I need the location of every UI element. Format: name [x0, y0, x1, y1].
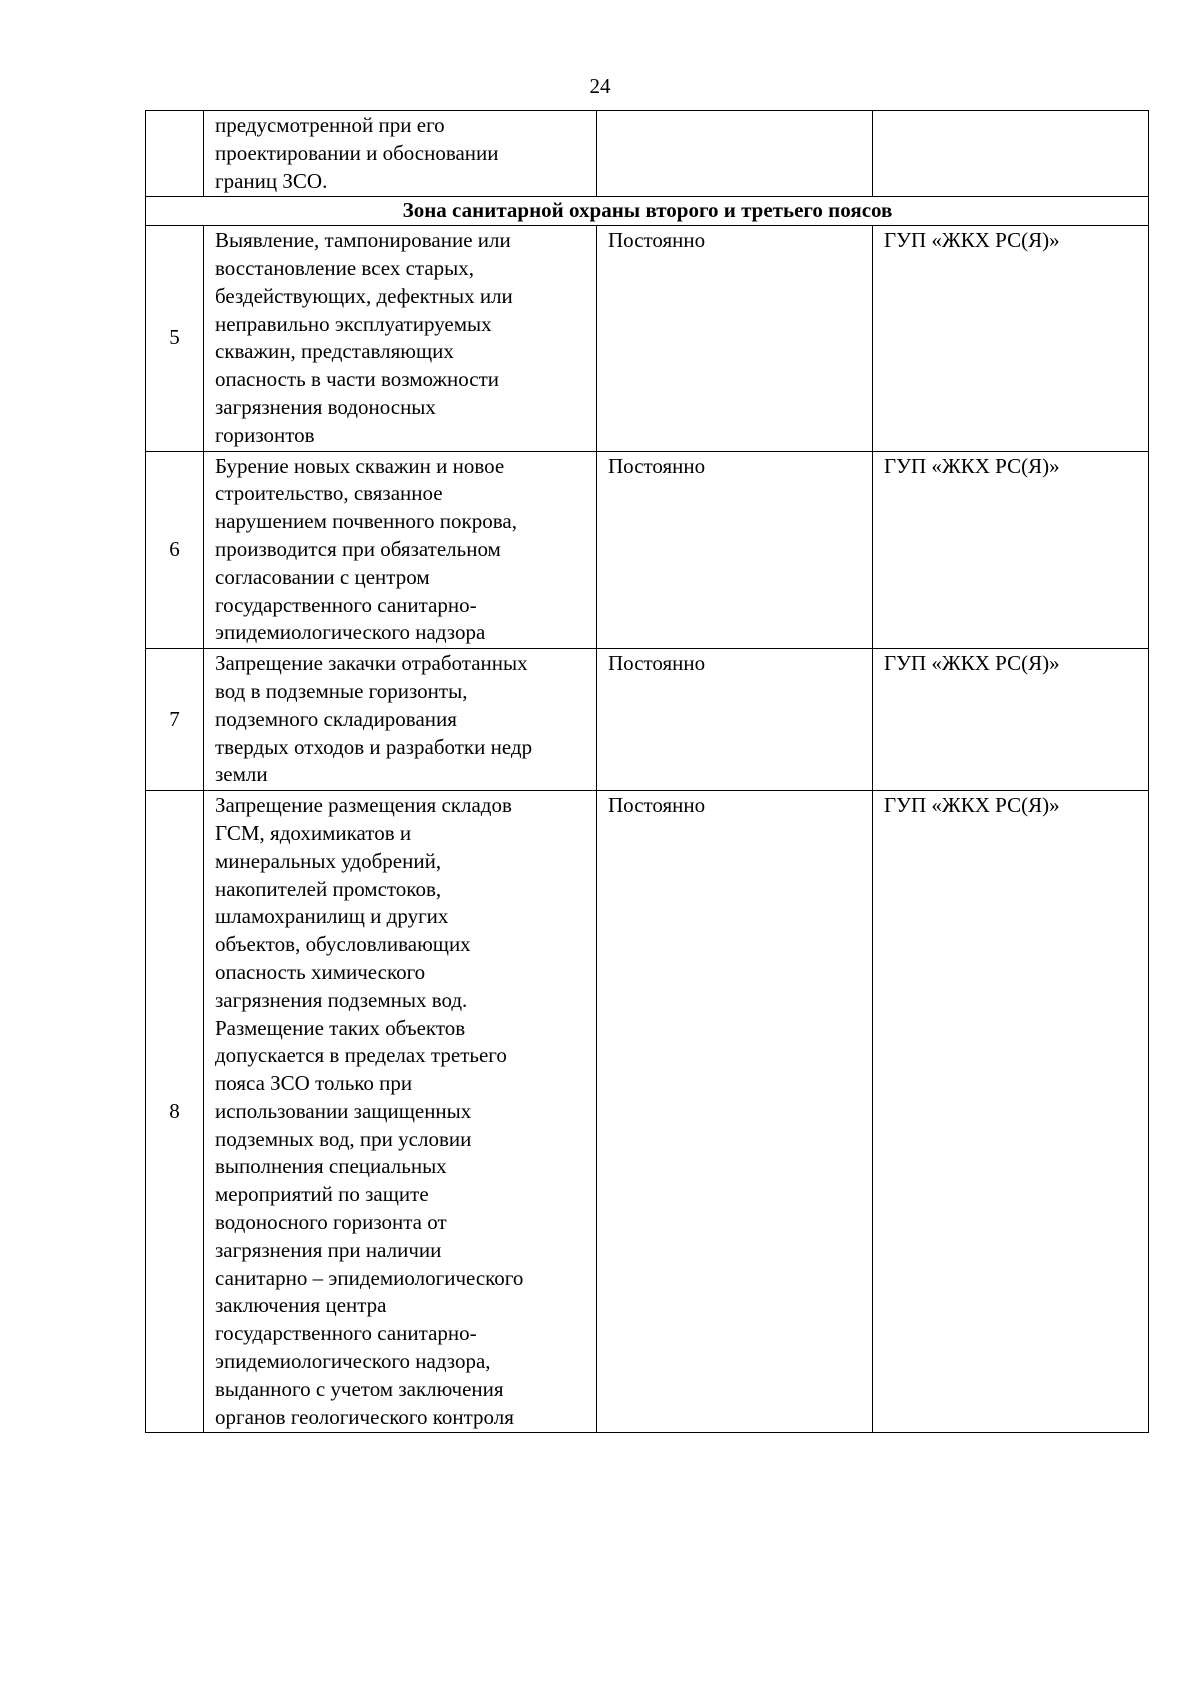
- description-line: выданного с учетом заключения: [215, 1376, 504, 1401]
- description-line: земли: [215, 762, 268, 787]
- description-line: горизонтов: [215, 422, 315, 447]
- description-line: Запрещение закачки отработанных: [215, 651, 528, 676]
- description-line: опасность в части возможности: [215, 367, 500, 392]
- description-line: эпидемиологического надзора,: [215, 1349, 491, 1374]
- description-line: мероприятий по защите: [215, 1182, 429, 1207]
- description-line: заключения центра: [215, 1293, 387, 1318]
- responsible-cell: [873, 111, 1149, 197]
- description-line: пояса ЗСО только при: [215, 1071, 413, 1096]
- description-line: предусмотренной при его: [215, 113, 445, 137]
- description-line: Размещение таких объектов: [215, 1015, 466, 1040]
- term-cell: Постоянно: [597, 451, 873, 649]
- description-line: ГСМ, ядохимикатов и: [215, 820, 412, 845]
- description-line: бездействующих, дефектных или: [215, 283, 513, 308]
- description-line: проектировании и обосновании: [215, 140, 499, 165]
- row-number-cell: 6: [146, 451, 204, 649]
- description-line: органов геологического контроля: [215, 1404, 514, 1429]
- description-cell: [204, 226, 597, 451]
- section-title: Зона санитарной охраны второго и третьего поясов: [146, 197, 1149, 226]
- description-line: эпидемиологического надзора: [215, 620, 486, 645]
- responsible-cell: ГУП «ЖКХ РС(Я)»: [873, 226, 1149, 451]
- description-line: вод в подземные горизонты,: [215, 678, 468, 703]
- description-line: опасность химического: [215, 959, 426, 984]
- description-line: Запрещение размещения складов: [215, 793, 512, 818]
- row-number-cell: 8: [146, 791, 204, 1433]
- description-line: строительство, связанное: [215, 481, 443, 506]
- description-line: согласовании с центром: [215, 564, 430, 589]
- description-line: государственного санитарно-: [215, 1321, 477, 1346]
- description-line: водоносного горизонта от: [215, 1210, 447, 1235]
- table-row-continuation: [146, 111, 1149, 197]
- term-cell: Постоянно: [597, 649, 873, 791]
- description-line: неправильно эксплуатируемых: [215, 311, 492, 336]
- description-line: загрязнения при наличии: [215, 1237, 442, 1262]
- description-line: объектов, обусловливающих: [215, 932, 471, 957]
- table-row-section: [146, 197, 1149, 226]
- responsible-cell: ГУП «ЖКХ РС(Я)»: [873, 791, 1149, 1433]
- description-line: шламохранилищ и других: [215, 904, 449, 929]
- row-number-cell: 7: [146, 649, 204, 791]
- description-line: границ ЗСО.: [215, 168, 328, 193]
- description-cell: [204, 649, 597, 791]
- term-cell: Постоянно: [597, 791, 873, 1433]
- table-row: [146, 226, 1149, 451]
- table-row: [146, 451, 1149, 649]
- description-line: загрязнения подземных вод.: [215, 987, 468, 1012]
- description-line: минеральных удобрений,: [215, 848, 442, 873]
- description-line: государственного санитарно-: [215, 592, 477, 617]
- table-row: [146, 791, 1149, 1433]
- description-line: допускается в пределах третьего: [215, 1043, 507, 1068]
- description-line: подземных вод, при условии: [215, 1126, 472, 1151]
- description-line: выполнения специальных: [215, 1154, 447, 1179]
- responsible-cell: ГУП «ЖКХ РС(Я)»: [873, 451, 1149, 649]
- table-row: [146, 649, 1149, 791]
- description-line: нарушением почвенного покрова,: [215, 509, 517, 534]
- description-line: Выявление, тампонирование или: [215, 228, 511, 253]
- description-line: подземного складирования: [215, 706, 457, 731]
- term-cell: [597, 111, 873, 197]
- description-line: скважин, представляющих: [215, 339, 454, 364]
- description-line: производится при обязательном: [215, 536, 501, 561]
- description-cell: [204, 111, 597, 197]
- description-cell: [204, 791, 597, 1433]
- description-line: загрязнения водоносных: [215, 394, 436, 419]
- row-number-cell: [146, 111, 204, 197]
- responsible-cell: ГУП «ЖКХ РС(Я)»: [873, 649, 1149, 791]
- description-line: санитарно – эпидемиологического: [215, 1265, 524, 1290]
- row-number-cell: 5: [146, 226, 204, 451]
- description-line: накопителей промстоков,: [215, 876, 442, 901]
- description-cell: [204, 451, 597, 649]
- term-cell: Постоянно: [597, 226, 873, 451]
- description-line: Бурение новых скважин и новое: [215, 453, 505, 478]
- description-line: твердых отходов и разработки недр: [215, 734, 533, 759]
- description-line: использовании защищенных: [215, 1098, 472, 1123]
- description-line: восстановление всех старых,: [215, 255, 475, 280]
- page-number: 24: [589, 74, 611, 98]
- measures-table: [145, 110, 1149, 1433]
